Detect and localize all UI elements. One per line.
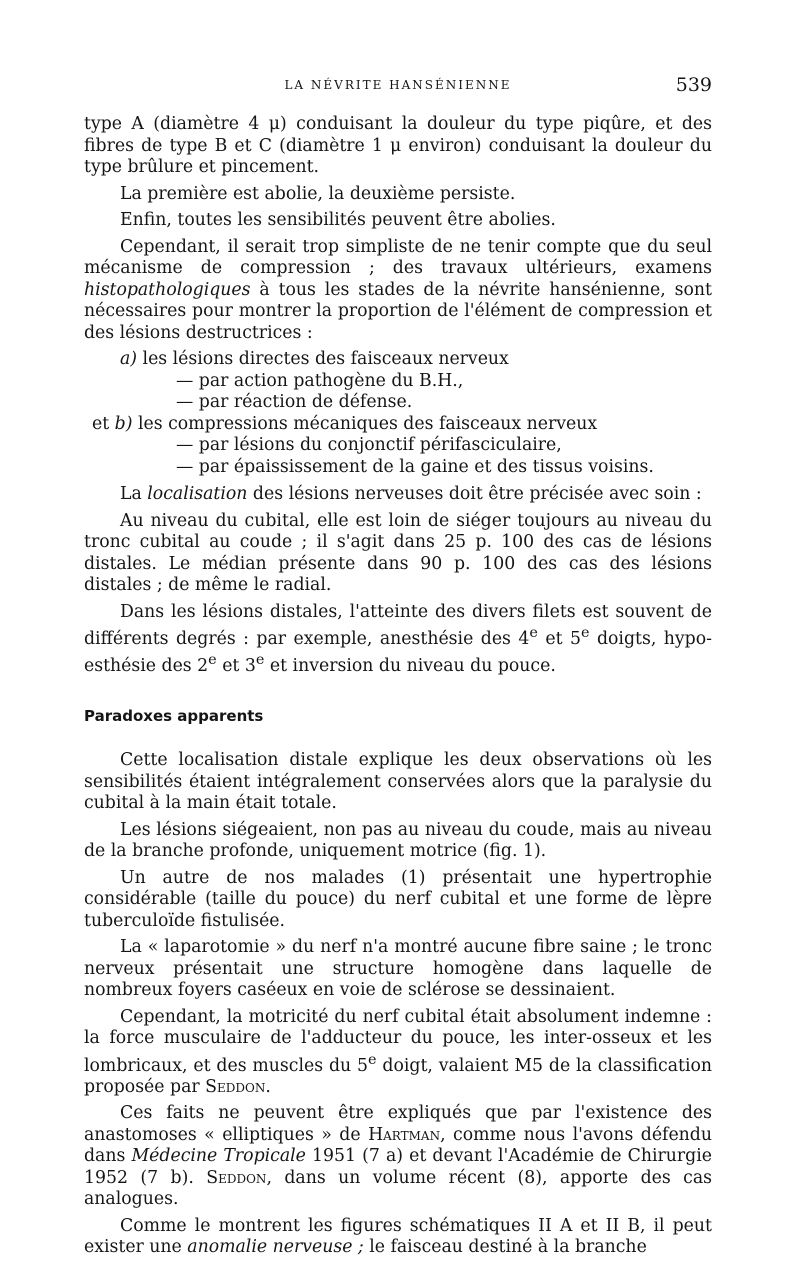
paragraph: Au niveau du cubital, elle est loin de siéger toujours au niveau du tronc cubital au coude ; il s'agit dans 25 p. 100 des cas de lésions distales. Le médian présente dans 90 p. 100 des cas des lésions distales ; de même le radial. [84, 510, 712, 595]
text: des lésions nerveuses doit être précisée avec soin : [247, 484, 702, 504]
paragraph [84, 1103, 712, 1211]
text: doigts, hypo-esthésie des 2 [84, 628, 712, 677]
running-title: LA NÉVRITE HANSÉNIENNE [284, 78, 512, 92]
paragraph [84, 602, 712, 678]
text: et inversion du niveau du pouce. [264, 656, 556, 677]
list-marker: a) [120, 349, 138, 369]
text: Cependant, la motricité du nerf cubital était absolument indemne : la force musculaire de l'adducteur du pouce, les inter-osseux et les lombricaux, et des muscles du 5 [84, 1006, 712, 1076]
paragraph [84, 1007, 712, 1099]
emphasis: anomalie nerveuse ; [187, 1237, 364, 1258]
paragraph-continued: type A (diamètre 4 μ) conduisant la douleur du type piqûre, et des fibres de type B et C (diamètre 1 μ environ) conduisant la douleur du type brûlure et pincement. [84, 114, 712, 177]
paragraph: Un autre de nos malades (1) présentait une hypertrophie considérable (taille du pouce) du nerf cubital et une forme de lèpre tuberculoïde fistulisée. [84, 867, 712, 931]
paragraph: Les lésions siégeaient, non pas au niveau du coude, mais au niveau de la branche profonde, uniquement motrice (fig. 1). [84, 819, 712, 862]
journal-title: Médecine Tropicale [131, 1146, 306, 1167]
text: , comme nous l'avons défendu dans [84, 1124, 713, 1167]
list-subitem: — par lésions du conjonctif périfasciculaire, [176, 435, 562, 455]
author-name: Hartman [368, 1124, 441, 1145]
text: Ces faits ne peuvent être expliqués que par l'existence des anastomoses « elliptiques » de [84, 1103, 712, 1145]
text: et 3 [216, 656, 256, 677]
list-prefix: et [92, 413, 115, 434]
text: La [120, 484, 148, 504]
paragraph [84, 237, 712, 345]
list-item-a [84, 349, 712, 371]
emphasis: localisation [147, 484, 248, 504]
article-body [84, 114, 712, 1264]
list-text: les compressions mécaniques des faisceaux nerveux [132, 413, 598, 434]
paragraph: Enfin, toutes les sensibilités peuvent être abolies. [120, 210, 556, 230]
page-header [84, 76, 712, 98]
paragraph: La première est abolie, la deuxième persiste. [120, 183, 516, 204]
list-subitem: — par action pathogène du B.H., [176, 370, 464, 391]
text: Cependant, il serait trop simpliste de ne tenir compte que du seul mécanisme de compression ; des travaux ultérieurs, examens [84, 236, 712, 278]
author-name: Seddon [206, 1167, 267, 1188]
text: Comme le montrent les figures schématiques II A et II B, il peut exister une [84, 1215, 712, 1258]
superscript: e [529, 625, 538, 641]
paragraph [84, 1216, 712, 1259]
list-subitem: — par épaississement de la gaine et des tissus voisins. [176, 456, 654, 477]
text: à tous les stades de la névrite hansénienne, sont nécessaires pour montrer la proportion de l'élément de compression et des lésions destructrices : [84, 279, 712, 343]
section-heading: Paradoxes apparents [84, 706, 264, 725]
paragraph: Cette localisation distale explique les deux observations où les sensibilités étaient intégralement conservées alors que la paralysie du cubital à la main était totale. [84, 750, 712, 814]
list-marker: b) [114, 413, 133, 434]
text: Dans les lésions distales, l'atteinte des divers filets est souvent de différents degrés : par exemple, anesthésie des 4 [84, 601, 712, 649]
text: et 5 [537, 628, 581, 649]
superscript: e [255, 652, 265, 669]
list-item-b [84, 414, 712, 436]
text: , dans un volume récent (8), apporte des cas analogues. [84, 1167, 712, 1210]
list-subitem: — par réaction de défense. [176, 392, 413, 412]
superscript: e [580, 625, 590, 641]
superscript: e [368, 1051, 377, 1068]
page-number: 539 [675, 74, 712, 96]
emphasis: histopathologiques [84, 279, 251, 300]
paragraph [84, 484, 712, 506]
text: 1951 (7 a) et devant l'Académie de Chirurgie 1952 (7 b). [84, 1146, 712, 1188]
list-text: les lésions directes des faisceaux nerveux [137, 349, 509, 369]
text: . [265, 1076, 271, 1097]
paragraph: La « laparotomie » du nerf n'a montré aucune fibre saine ; le tronc nerveux présentait une structure homogène dans laquelle de nombreux foyers caséeux en voie de sclérose se dessinaient. [84, 937, 712, 1001]
text: doigt, valaient M5 de la classification proposée par [84, 1055, 713, 1097]
text: le faisceau destiné à la branche [363, 1237, 647, 1258]
author-name: Seddon [205, 1076, 266, 1097]
superscript: e [208, 652, 217, 669]
